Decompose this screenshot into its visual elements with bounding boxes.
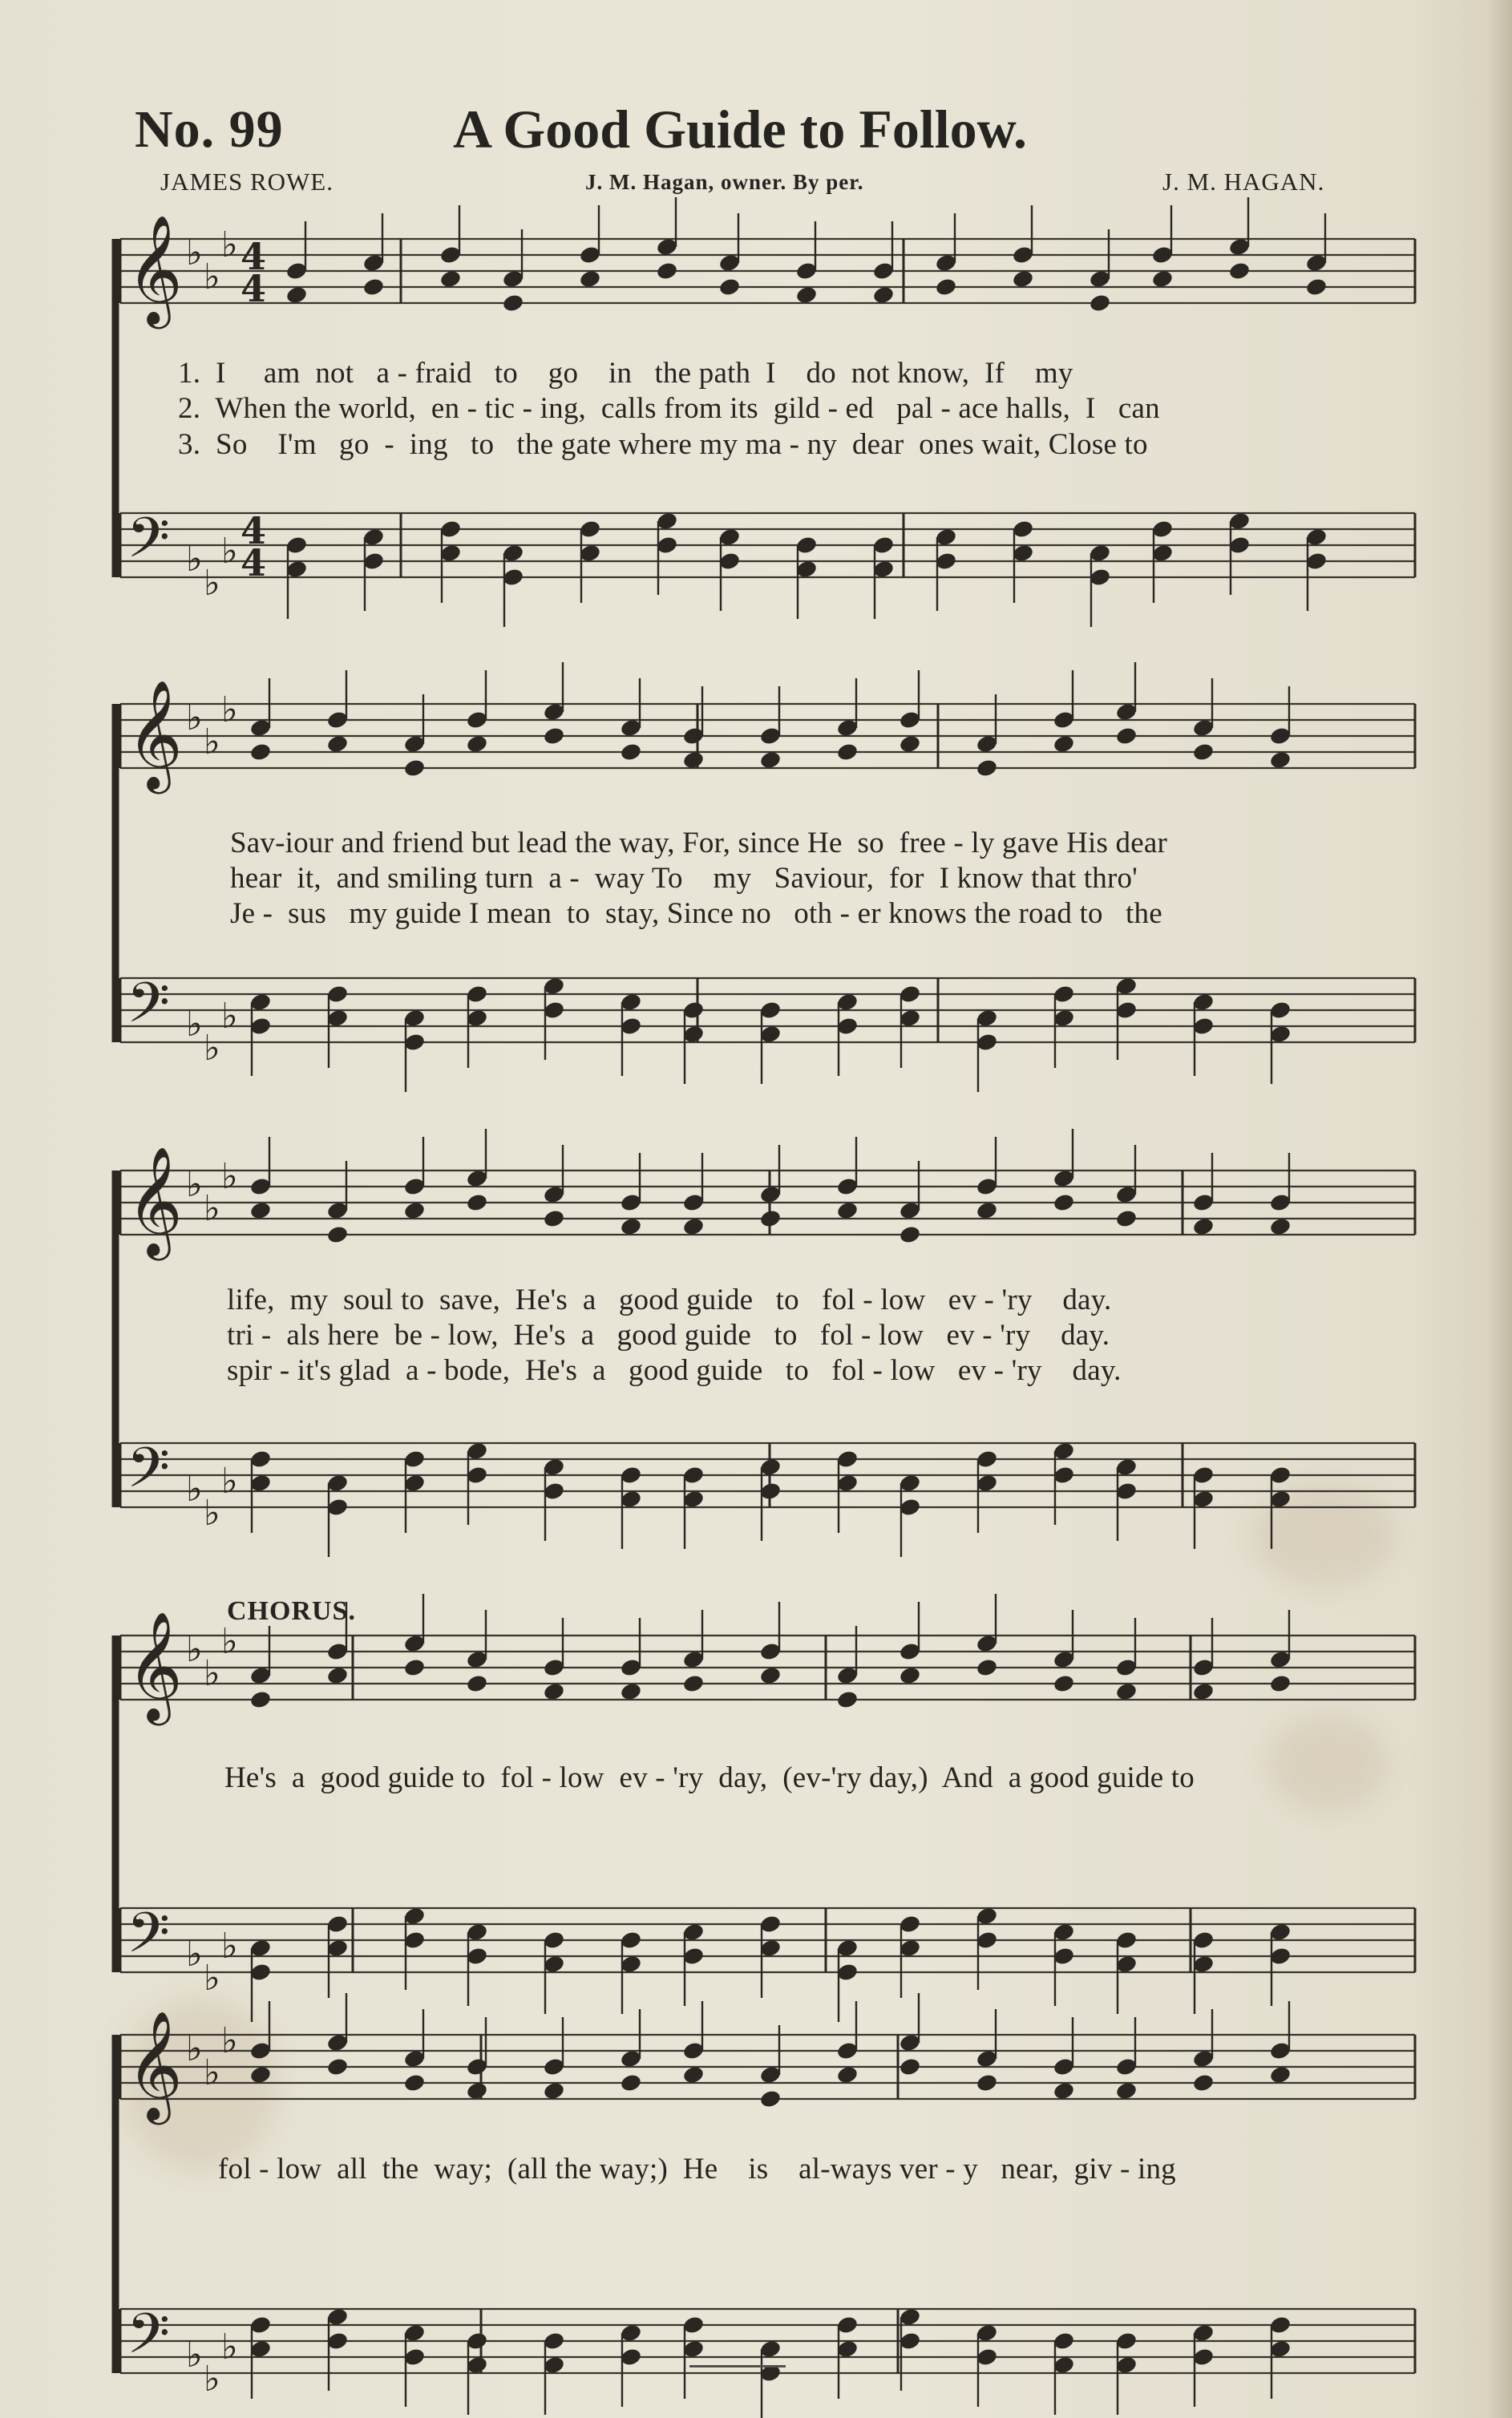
lyric-system2-verse3: Je - sus my guide I mean to stay, Since no oth - er knows the road to the bbox=[230, 897, 1162, 930]
flat-icon: ♭ bbox=[186, 1629, 203, 1670]
flat-icon: ♭ bbox=[186, 698, 203, 738]
note-head bbox=[1053, 734, 1076, 754]
lyric-chorus-line1: He's a good guide to fol - low ev - 'ry day, (ev-'ry day,) And a good guide to bbox=[224, 1761, 1195, 1794]
hymn-number: No. 99 bbox=[135, 100, 284, 159]
flat-icon: ♭ bbox=[204, 2359, 220, 2400]
note-head bbox=[899, 2056, 922, 2076]
note-head bbox=[466, 2080, 489, 2101]
note-head bbox=[285, 285, 309, 305]
note-head bbox=[656, 261, 679, 281]
flat-icon: ♭ bbox=[186, 2335, 203, 2376]
note-head bbox=[899, 1224, 922, 1244]
note-head bbox=[1192, 742, 1215, 762]
note-head bbox=[403, 2072, 427, 2092]
note-head bbox=[976, 2072, 999, 2092]
note-head bbox=[1053, 1673, 1076, 1693]
treble-clef-icon: 𝄞 bbox=[127, 1145, 183, 1256]
note-head bbox=[976, 758, 999, 778]
bass-staff bbox=[120, 513, 1415, 577]
flat-icon: ♭ bbox=[204, 1653, 220, 1694]
treble-clef-icon: 𝄞 bbox=[127, 678, 183, 789]
note-head bbox=[836, 1689, 859, 1709]
note-head bbox=[759, 1665, 782, 1685]
note-head bbox=[759, 750, 782, 770]
lyric-system3-verse3: spir - it's glad a - bode, He's a good guide to fol - low ev - 'ry day. bbox=[227, 1354, 1122, 1387]
bass-staff bbox=[120, 2309, 1415, 2373]
note-head bbox=[836, 742, 859, 762]
note-head bbox=[579, 269, 602, 289]
note-head bbox=[1269, 750, 1292, 770]
note-head bbox=[466, 1192, 489, 1212]
note-head bbox=[1151, 269, 1174, 289]
page-footer-rule bbox=[689, 2365, 786, 2367]
lyric-system1-verse1: 1. I am not a - fraid to go in the path I do not know, If my bbox=[178, 357, 1073, 390]
note-head bbox=[1192, 1216, 1215, 1236]
time-signature-top: 4 bbox=[241, 509, 267, 552]
lyric-chorus-line2: fol - low all the way; (all the way;) He is al-ways ver - y near, giv - ing bbox=[218, 2153, 1176, 2186]
copyright-owner: J. M. Hagan, owner. By per. bbox=[585, 170, 864, 194]
flat-icon: ♭ bbox=[204, 722, 220, 762]
flat-icon: ♭ bbox=[221, 1621, 238, 1662]
flat-icon: ♭ bbox=[204, 2052, 220, 2093]
note-head bbox=[1115, 2080, 1138, 2101]
note-head bbox=[759, 2088, 782, 2109]
time-signature-bottom: 4 bbox=[241, 267, 267, 310]
note-head bbox=[1269, 2064, 1292, 2084]
flat-icon: ♭ bbox=[186, 1004, 203, 1045]
flat-icon: ♭ bbox=[221, 1156, 238, 1197]
time-signature-top: 4 bbox=[241, 235, 267, 278]
flat-icon: ♭ bbox=[221, 996, 238, 1037]
note-head bbox=[1115, 726, 1138, 746]
lyric-system2-verse1: Sav-iour and friend but lead the way, For, since He so free - ly gave His dear bbox=[230, 827, 1168, 859]
flat-icon: ♭ bbox=[221, 1926, 238, 1967]
note-head bbox=[249, 1200, 273, 1220]
note-head bbox=[682, 1216, 705, 1236]
note-head bbox=[326, 1224, 350, 1244]
note-head bbox=[1192, 2072, 1215, 2092]
treble-clef-icon: 𝄞 bbox=[127, 2009, 183, 2120]
note-head bbox=[759, 1208, 782, 1228]
note-head bbox=[872, 285, 895, 305]
note-head bbox=[1269, 1216, 1292, 1236]
note-head bbox=[1053, 2080, 1076, 2101]
flat-icon: ♭ bbox=[204, 257, 220, 297]
note-head bbox=[620, 1216, 643, 1236]
note-head bbox=[543, 726, 566, 746]
bass-clef-icon: 𝄢 bbox=[127, 2301, 171, 2380]
bass-clef-icon: 𝄢 bbox=[127, 505, 171, 584]
flat-icon: ♭ bbox=[186, 1469, 203, 1510]
flat-icon: ♭ bbox=[221, 2327, 238, 2367]
flat-icon: ♭ bbox=[186, 2028, 203, 2069]
note-head bbox=[935, 277, 958, 297]
note-head bbox=[718, 277, 742, 297]
treble-clef-icon: 𝄞 bbox=[127, 1610, 183, 1720]
note-head bbox=[326, 2056, 350, 2076]
note-head bbox=[403, 758, 427, 778]
note-head bbox=[466, 1673, 489, 1693]
note-head bbox=[976, 1200, 999, 1220]
note-head bbox=[1012, 269, 1035, 289]
note-head bbox=[543, 1681, 566, 1701]
note-head bbox=[899, 734, 922, 754]
treble-staff bbox=[120, 239, 1415, 303]
note-head bbox=[682, 1673, 705, 1693]
bass-clef-icon: 𝄢 bbox=[127, 1900, 171, 1979]
note-head bbox=[976, 1657, 999, 1677]
flat-icon: ♭ bbox=[221, 2020, 238, 2061]
note-head bbox=[403, 1200, 427, 1220]
treble-staff bbox=[120, 2035, 1415, 2099]
lyric-system3-verse2: tri - als here be - low, He's a good guide to fol - low ev - 'ry day. bbox=[227, 1319, 1110, 1352]
note-head bbox=[1305, 277, 1328, 297]
note-head bbox=[543, 2080, 566, 2101]
note-head bbox=[1269, 1673, 1292, 1693]
hymn-title: A Good Guide to Follow. bbox=[453, 99, 1027, 160]
lyric-system3-verse1: life, my soul to save, He's a good guide to fol - low ev - 'ry day. bbox=[227, 1284, 1112, 1316]
note-head bbox=[836, 1200, 859, 1220]
note-head bbox=[1115, 1681, 1138, 1701]
chorus-label: CHORUS. bbox=[227, 1596, 356, 1626]
bass-clef-icon: 𝄢 bbox=[127, 1435, 171, 1514]
composer-credit: J. M. HAGAN. bbox=[1162, 168, 1325, 196]
note-head bbox=[543, 1208, 566, 1228]
time-signature-bottom: 4 bbox=[241, 541, 267, 584]
flat-icon: ♭ bbox=[186, 1164, 203, 1205]
note-head bbox=[899, 1665, 922, 1685]
author-credit: JAMES ROWE. bbox=[160, 168, 334, 196]
flat-icon: ♭ bbox=[186, 1934, 203, 1975]
lyric-system2-verse2: hear it, and smiling turn a - way To my Saviour, for I know that thro' bbox=[230, 862, 1138, 895]
flat-icon: ♭ bbox=[204, 1493, 220, 1534]
note-head bbox=[1115, 1208, 1138, 1228]
note-head bbox=[403, 1657, 427, 1677]
treble-clef-icon: 𝄞 bbox=[127, 213, 183, 324]
note-head bbox=[439, 269, 463, 289]
flat-icon: ♭ bbox=[204, 1958, 220, 1999]
flat-icon: ♭ bbox=[204, 1028, 220, 1069]
bass-clef-icon: 𝄢 bbox=[127, 970, 171, 1049]
lyric-system1-verse2: 2. When the world, en - tic - ing, calls from its gild - ed pal - ace halls, I can bbox=[178, 392, 1160, 425]
note-head bbox=[620, 2072, 643, 2092]
note-head bbox=[249, 1689, 273, 1709]
flat-icon: ♭ bbox=[221, 1461, 238, 1502]
flat-icon: ♭ bbox=[221, 224, 238, 265]
note-head bbox=[620, 742, 643, 762]
flat-icon: ♭ bbox=[204, 563, 220, 604]
note-head bbox=[836, 2064, 859, 2084]
note-head bbox=[249, 2064, 273, 2084]
note-head bbox=[682, 750, 705, 770]
note-head bbox=[362, 277, 386, 297]
flat-icon: ♭ bbox=[186, 232, 203, 273]
note-head bbox=[326, 734, 350, 754]
flat-icon: ♭ bbox=[186, 539, 203, 580]
note-head bbox=[249, 742, 273, 762]
note-head bbox=[795, 285, 819, 305]
note-head bbox=[1089, 293, 1112, 313]
note-head bbox=[682, 2064, 705, 2084]
note-head bbox=[1228, 261, 1251, 281]
note-head bbox=[1192, 1681, 1215, 1701]
note-head bbox=[502, 293, 525, 313]
flat-icon: ♭ bbox=[204, 1188, 220, 1229]
note-head bbox=[1053, 1192, 1076, 1212]
note-head bbox=[466, 734, 489, 754]
flat-icon: ♭ bbox=[221, 689, 238, 730]
lyric-system1-verse3: 3. So I'm go - ing to the gate where my ma - ny dear ones wait, Close to bbox=[178, 428, 1148, 461]
note-head bbox=[326, 1665, 350, 1685]
flat-icon: ♭ bbox=[221, 531, 238, 572]
note-head bbox=[620, 1681, 643, 1701]
